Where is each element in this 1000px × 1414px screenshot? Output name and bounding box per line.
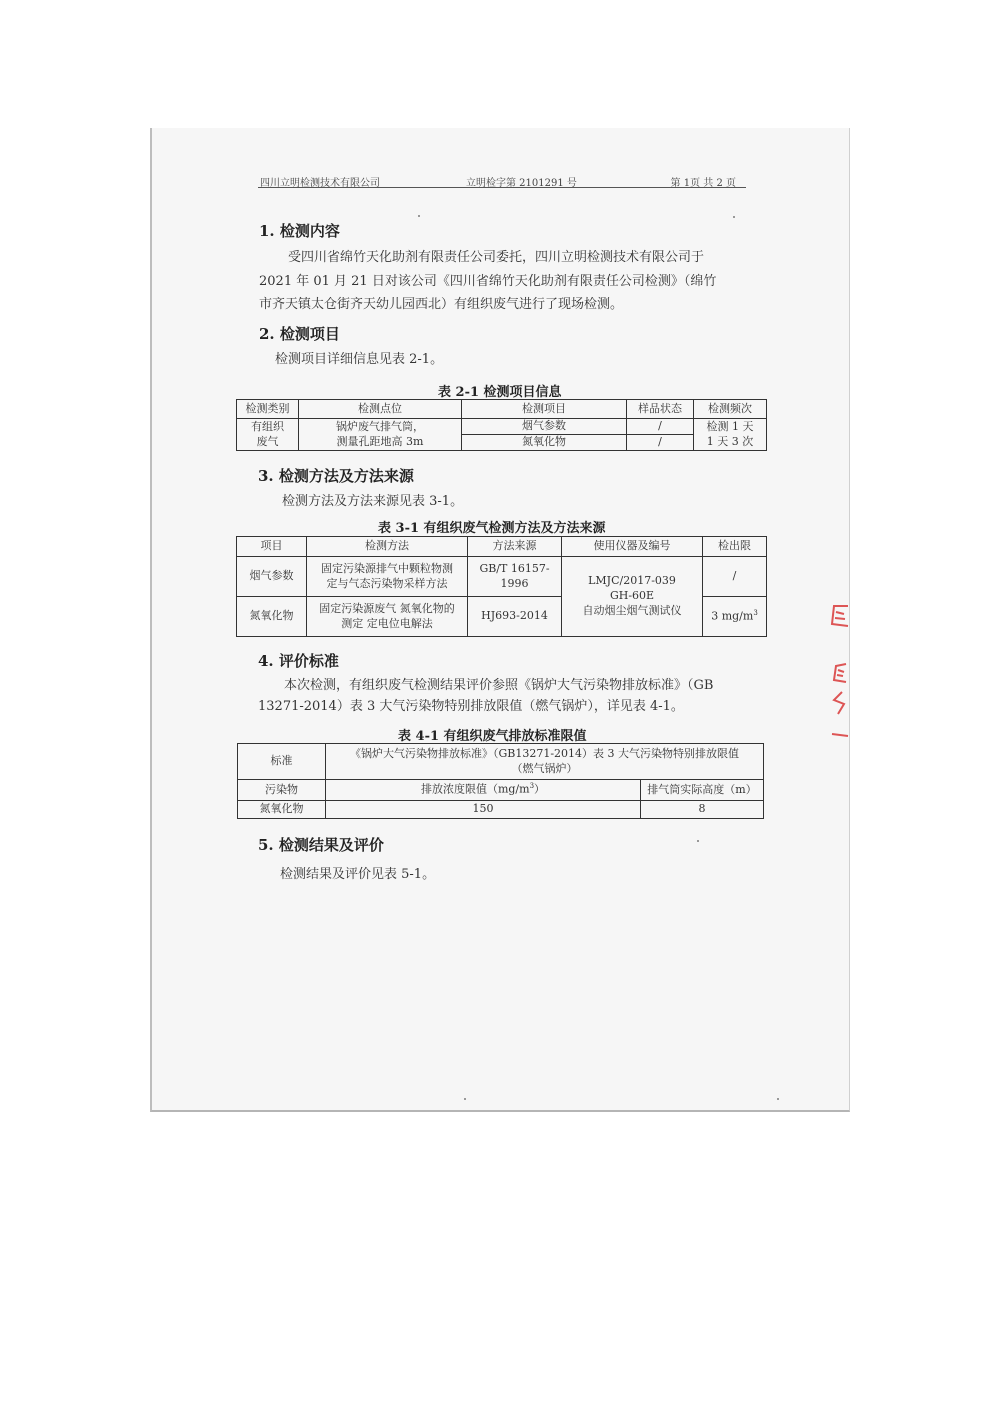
- table-header-cell: 污染物: [238, 780, 326, 801]
- scan-speck: [697, 840, 699, 842]
- limit-cell: /: [703, 557, 767, 597]
- limit-header-close: ）: [534, 782, 546, 796]
- limit-superscript: 3: [753, 608, 758, 617]
- state-cell: /: [627, 435, 694, 451]
- seal-stamp-icon: [828, 604, 850, 740]
- table-header-cell: 检测方法: [307, 537, 468, 557]
- standard-line: 《锅炉大气污染物排放标准》（GB13271-2014）表 3 大气污染物特别排放限值: [349, 746, 740, 760]
- table-header-cell: 方法来源: [468, 537, 562, 557]
- header-report-no: 立明检字第 2101291 号: [466, 178, 577, 189]
- category-line: 废气: [256, 434, 279, 448]
- limit-value: 3 mg/m: [711, 609, 754, 623]
- scan-speck: [733, 216, 735, 218]
- page-header: [258, 173, 746, 188]
- instrument-cell: [562, 557, 703, 637]
- table-header-cell: 排气筒实际高度（m）: [641, 780, 764, 801]
- section-5-text: 检测结果及评价见表 5-1。: [280, 867, 436, 882]
- source-cell: HJ693-2014: [468, 597, 562, 637]
- section-4-line-1: 本次检测，有组织废气检测结果评价参照《锅炉大气污染物排放标准》（GB: [284, 678, 714, 693]
- scan-speck: [777, 1098, 779, 1100]
- section-2-text: 检测项目详细信息见表 2-1。: [275, 352, 444, 367]
- standard-line: （燃气锅炉）: [511, 761, 578, 775]
- header-page-number: 第 1页 共 2 页: [670, 178, 736, 189]
- item-cell: 烟气参数: [462, 419, 627, 435]
- instrument-line: GH-60E: [609, 589, 655, 603]
- method-cell: [307, 597, 468, 637]
- limit-header-text: 排放浓度限值（mg/m: [420, 782, 530, 796]
- pollutant-cell: 氮氧化物: [238, 801, 326, 819]
- limit-header-superscript: 3: [529, 782, 535, 791]
- method-line: 测定 定电位电解法: [341, 616, 433, 630]
- height-value-cell: 8: [641, 801, 764, 819]
- limit-value-cell: 150: [326, 801, 641, 819]
- table-header-cell: 检测项目: [462, 400, 627, 419]
- table-header-cell: 检测类别: [237, 400, 299, 419]
- section-5-title: 5. 检测结果及评价: [258, 836, 384, 854]
- table-2-1: [236, 399, 767, 451]
- category-cell: [237, 419, 299, 451]
- table-4-1: [237, 743, 764, 819]
- instrument-line: 自动烟尘烟气测试仪: [582, 603, 682, 617]
- header-company: 四川立明检测技术有限公司: [260, 178, 380, 189]
- frequency-cell: [694, 419, 767, 451]
- item-cell: 烟气参数: [237, 557, 307, 597]
- table-2-1-caption: 表 2-1 检测项目信息: [438, 385, 562, 400]
- table-header-cell: 检测频次: [694, 400, 767, 419]
- table-header-cell: 项目: [237, 537, 307, 557]
- section-2-title: 2. 检测项目: [259, 325, 340, 343]
- section-4-line-2: 13271-2014）表 3 大气污染物特别排放限值（燃气锅炉），详见表 4-1。: [258, 699, 684, 714]
- method-line: 固定污染源排气中颗粒物测: [321, 561, 453, 575]
- table-header-cell: 检出限: [703, 537, 767, 557]
- table-3-1-caption: 表 3-1 有组织废气检测方法及方法来源: [378, 521, 606, 536]
- point-line: 锅炉废气排气筒，: [336, 419, 424, 433]
- method-line: 固定污染源废气 氮氧化物的: [319, 601, 455, 615]
- table-4-1-caption: 表 4-1 有组织废气排放标准限值: [398, 729, 587, 744]
- frequency-line: 1 天 3 次: [706, 434, 754, 448]
- section-3-text: 检测方法及方法来源见表 3-1。: [282, 494, 464, 509]
- scan-speck: [464, 1098, 466, 1100]
- instrument-line: LMJC/2017-039: [588, 574, 676, 588]
- item-cell: 氮氧化物: [462, 435, 627, 451]
- standard-label-cell: 标准: [238, 744, 326, 780]
- standard-text-cell: [326, 744, 764, 780]
- table-header-cell: 样品状态: [627, 400, 694, 419]
- scan-speck: [418, 215, 420, 217]
- section-1-line-3: 市齐天镇太仓街齐天幼儿园西北）有组织废气进行了现场检测。: [259, 297, 624, 312]
- section-1-line-2: 2021 年 01 月 21 日对该公司《四川省绵竹天化助剂有限责任公司检测》（绵竹: [259, 274, 717, 289]
- item-cell: 氮氧化物: [237, 597, 307, 637]
- section-3-title: 3. 检测方法及方法来源: [258, 467, 414, 485]
- state-cell: /: [627, 419, 694, 435]
- table-3-1: [236, 536, 767, 637]
- method-line: 定与气态污染物采样方法: [326, 576, 448, 590]
- point-line: 测量孔距地高 3m: [336, 434, 424, 448]
- limit-cell: [703, 597, 767, 637]
- section-1-line-1: 受四川省绵竹天化助剂有限责任公司委托，四川立明检测技术有限公司于: [288, 250, 705, 265]
- table-header-cell: 检测点位: [299, 400, 462, 419]
- section-1-title: 1. 检测内容: [259, 222, 340, 240]
- table-header-cell: 使用仪器及编号: [562, 537, 703, 557]
- category-line: 有组织: [251, 419, 284, 433]
- frequency-line: 检测 1 天: [706, 419, 754, 433]
- source-cell: GB/T 16157-1996: [468, 557, 562, 597]
- point-cell: [299, 419, 462, 451]
- table-header-cell: [326, 780, 641, 801]
- section-4-title: 4. 评价标准: [258, 652, 339, 670]
- method-cell: [307, 557, 468, 597]
